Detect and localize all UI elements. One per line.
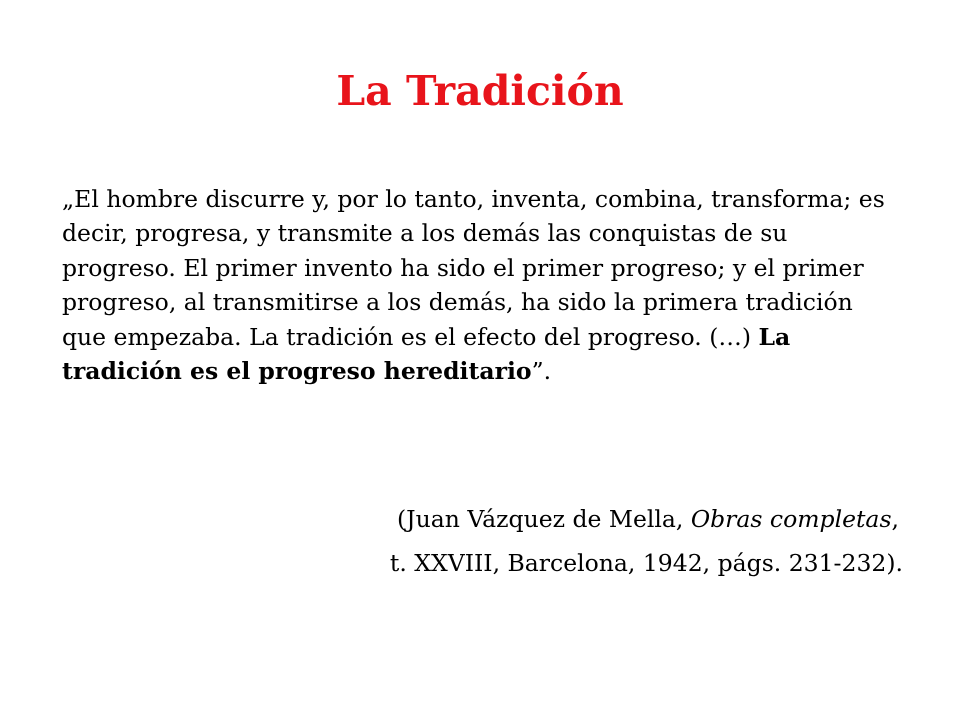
quote-closing: ”. (531, 357, 552, 386)
quote-bold-text: La tradición es el progreso hereditario (62, 322, 791, 386)
quote-text: „El hombre discurre y, por lo tanto, inventa, combina, transforma; es decir, progresa, y transmite a los demás las conquistas de su progreso. El primer invento ha sido el primer progreso; y el primer progreso, al transmitirse a los demás, ha sido la primera tradición que empezaba. La tradición es el efecto del progreso. (…) (62, 185, 885, 351)
slide-title: La Tradición (336, 67, 624, 115)
citation-author: (Juan Vázquez de Mella, (396, 505, 691, 533)
citation-work-title: Obras completas (690, 505, 892, 533)
quote-paragraph (62, 182, 902, 388)
citation-line-2: t. XXVIII, Barcelona, 1942, págs. 231-232). (389, 549, 903, 577)
citation-line-1 (0, 502, 899, 536)
citation-comma: , (891, 505, 899, 533)
